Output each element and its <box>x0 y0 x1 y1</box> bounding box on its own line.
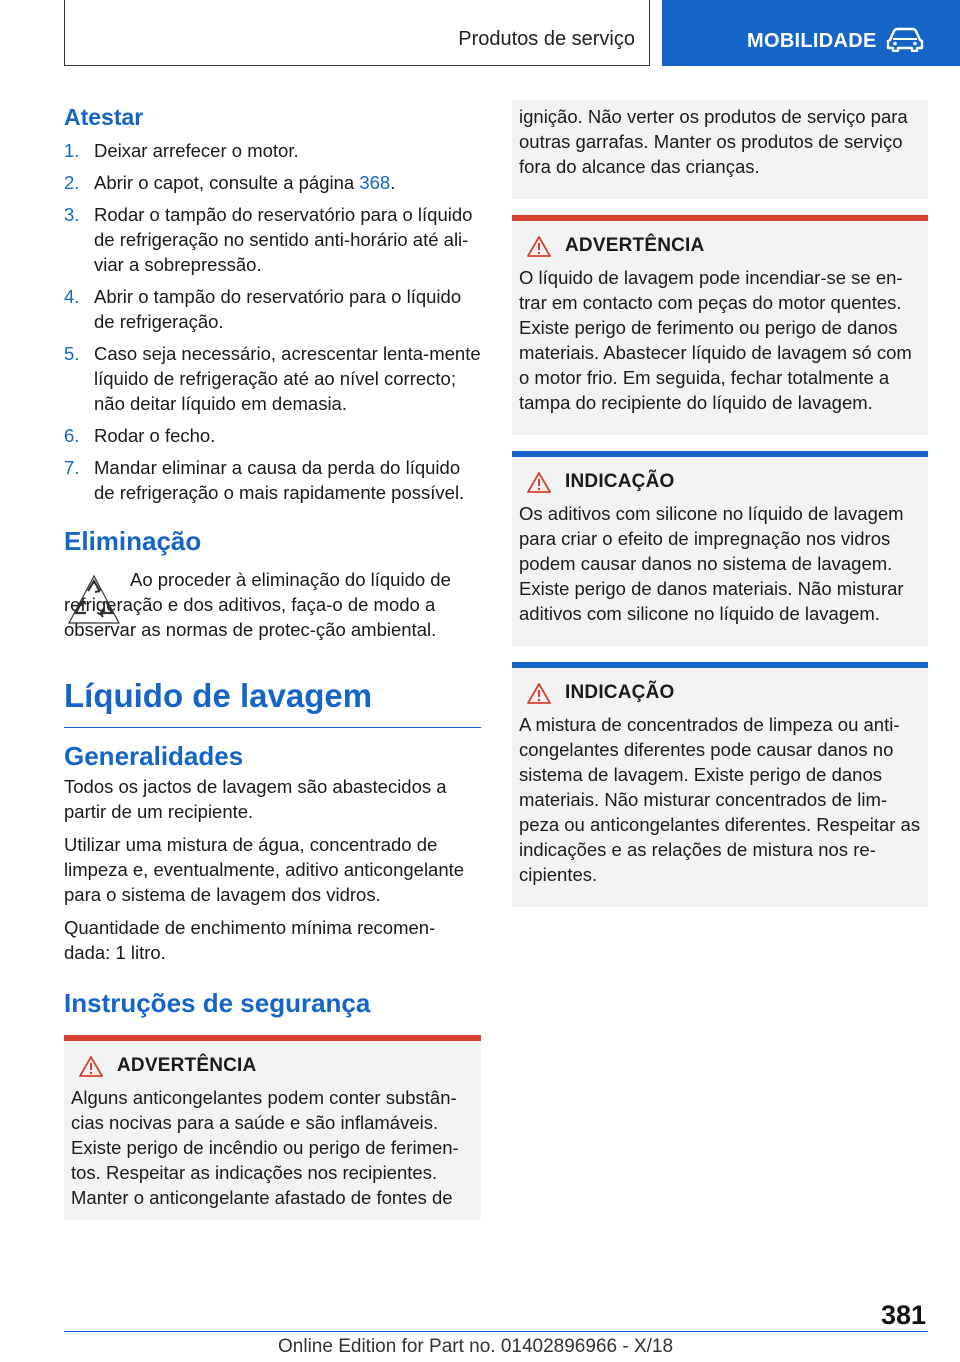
warning-text: O líquido de lavagem pode incendiar-se se en-trar em contacto com peças do motor quentes. Existe perigo de ferimento ou perigo de danos materiais. Abastecer líquido de lavagem só com o motor frio. Em seguida, fechar totalmente a tampa do recipiente do líquido de lavagem. <box>519 267 912 413</box>
note-box-1 <box>512 451 928 646</box>
note-box-body <box>512 668 928 907</box>
chapter-divider <box>64 727 481 728</box>
recycle-icon <box>66 573 122 629</box>
step-number: 2. <box>64 172 80 193</box>
note-box-body <box>512 457 928 646</box>
note-text: A mistura de concentrados de limpeza ou anti-congelantes diferentes pode causar danos no sistema de lavagem. Existe perigo de danos materiais. Não misturar concentrados de lim-peza ou anticongelantes diferentes. Respeitar as indicações e as relações de mistura nos re-cipientes. <box>519 714 921 885</box>
generalidades-heading: Generalidades <box>64 741 244 771</box>
note-title: INDICAÇÃO <box>565 682 675 703</box>
atestar-steps <box>64 138 481 505</box>
warning-title: ADVERTÊNCIA <box>565 235 705 256</box>
left-column <box>64 100 481 1220</box>
step-number: 5. <box>64 343 80 364</box>
list-item <box>64 202 481 277</box>
right-column <box>512 100 928 907</box>
header-section-box <box>64 0 650 66</box>
eliminacao-text: Ao proceder à eliminação do líquido de refrigeração e dos aditivos, faça-o de modo a observar as normas de protec-ção ambiental. <box>64 569 451 640</box>
step-text: Abrir o capot, consulte a página <box>94 172 360 193</box>
continued-warning-box <box>512 100 928 199</box>
step-text: Deixar arrefecer o motor. <box>94 140 299 161</box>
warning-title-row <box>71 1055 474 1077</box>
warning-box-body <box>512 221 928 435</box>
footer-divider <box>64 1331 928 1332</box>
eliminacao-block <box>64 567 481 667</box>
warning-icon <box>527 682 551 704</box>
eliminacao-heading: Eliminação <box>64 526 202 556</box>
step-text: Abrir o tampão do reservatório para o líquido de refrigeração. <box>94 286 462 332</box>
note-text: Os aditivos com silicone no líquido de lavagem para criar o efeito de impregnação nos vidros podem causar danos no sistema de lavagem. Existe perigo de danos materiais. Não misturar aditivos com silicone no líquido de lavagem. <box>519 503 904 624</box>
tab-mobilidade-label: MOBILIDADE <box>747 30 877 52</box>
note-title-row <box>519 471 921 493</box>
warning-text: Alguns anticongelantes podem conter substân-cias nocivas para a saúde e são inflamáveis. Existe perigo de incêndio ou perigo de ferimen-tos. Respeitar as indicações nos recipientes. Manter o anticongelante afastado de fontes de <box>71 1087 459 1208</box>
page-number: 381 <box>880 1300 926 1330</box>
step-number: 6. <box>64 425 80 446</box>
note-title-row <box>519 682 921 704</box>
warning-title-row <box>519 235 921 257</box>
list-item <box>64 341 481 416</box>
step-text: Mandar eliminar a causa da perda do líquido de refrigeração o mais rapidamente possível. <box>94 457 465 503</box>
car-icon <box>886 26 924 52</box>
generalidades-paragraph: Todos os jactos de lavagem são abastecidos a partir de um recipiente. <box>64 776 447 822</box>
list-item <box>64 423 481 448</box>
step-text: Rodar o fecho. <box>94 425 216 446</box>
warning-box-1 <box>64 1035 481 1220</box>
list-item <box>64 170 481 195</box>
warning-icon <box>79 1055 103 1077</box>
page-link[interactable]: 368 <box>359 172 391 193</box>
continued-warning-text: ignição. Não verter os produtos de serviço para outras garrafas. Manter os produtos de serviço fora do alcance das crianças. <box>519 106 908 177</box>
list-item <box>64 284 481 334</box>
generalidades-paragraph: Utilizar uma mistura de água, concentrado de limpeza e, eventualmente, aditivo anticongelante para o sistema de lavagem dos vidros. <box>64 834 465 905</box>
edition-footer: Online Edition for Part no. 01402896966 - X/18 <box>278 1336 674 1357</box>
list-item <box>64 455 481 505</box>
note-box-2 <box>512 662 928 907</box>
warning-box-body <box>64 1041 481 1220</box>
chapter-title: Líquido de lavagem <box>64 677 373 714</box>
section-title: Produtos de serviço <box>458 28 635 50</box>
step-number: 3. <box>64 204 80 225</box>
step-text-end: . <box>390 172 396 193</box>
mobilidade-tab[interactable] <box>662 0 960 66</box>
list-item <box>64 138 481 163</box>
seguranca-heading: Instruções de segurança <box>64 988 371 1018</box>
warning-title: ADVERTÊNCIA <box>117 1055 257 1076</box>
note-title: INDICAÇÃO <box>565 471 675 492</box>
generalidades-paragraph: Quantidade de enchimento mínima recomen-dada: 1 litro. <box>64 917 436 963</box>
warning-icon <box>527 471 551 493</box>
atestar-heading: Atestar <box>64 104 144 130</box>
step-text: Caso seja necessário, acrescentar lenta-mente líquido de refrigeração até ao nível correcto; não deitar líquido em demasia. <box>94 343 481 414</box>
step-number: 4. <box>64 286 80 307</box>
warning-box-2 <box>512 215 928 435</box>
warning-icon <box>527 235 551 257</box>
step-number: 7. <box>64 457 80 478</box>
step-number: 1. <box>64 140 80 161</box>
step-text: Rodar o tampão do reservatório para o líquido de refrigeração no sentido anti-horário até ali-viar a sobrepressão. <box>94 204 473 275</box>
